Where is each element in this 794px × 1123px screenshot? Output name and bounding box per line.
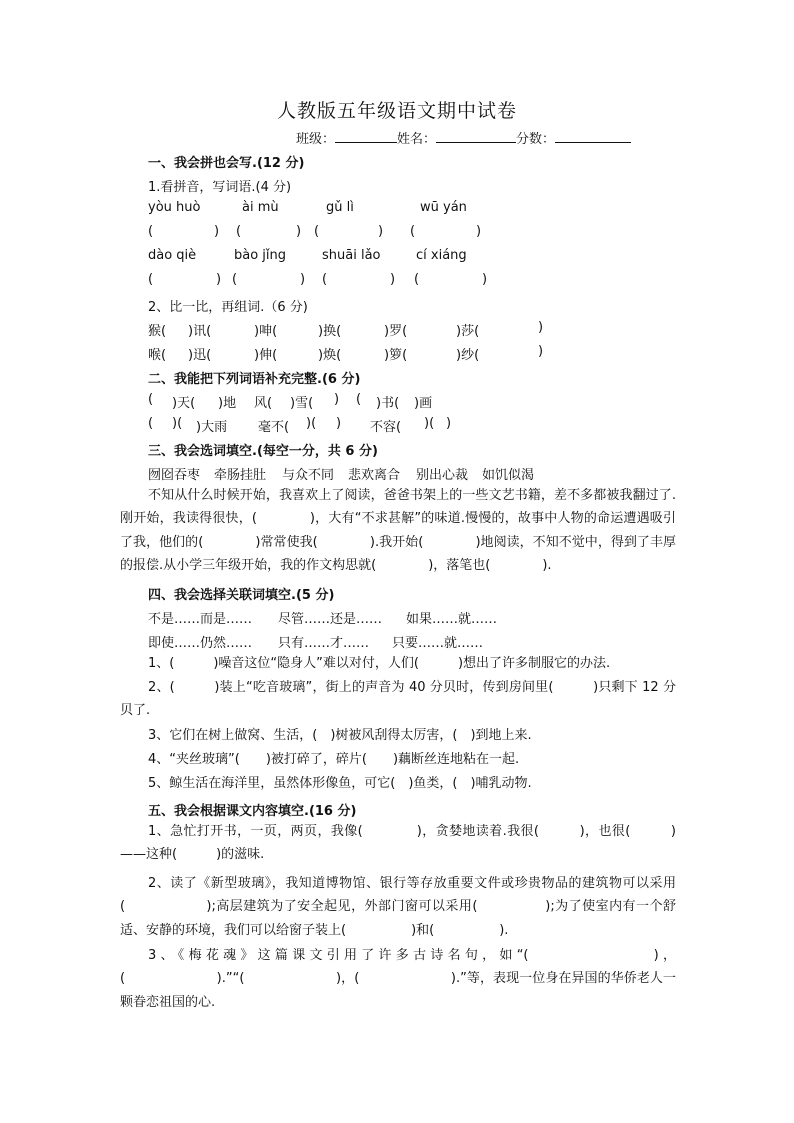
idiom-part: )(: [306, 416, 317, 431]
idiom-part: ): [336, 416, 342, 431]
conjunction-option: 如果……就……: [406, 612, 498, 627]
pinyin-item: gǔ lì: [326, 200, 354, 215]
score-label: 分数：: [516, 132, 556, 147]
word-option: 别出心裁: [416, 468, 469, 483]
s4-question-4: 4、“夹丝玻璃”( )被打碎了，碎片( )藕断丝连地粘在一起.: [148, 752, 520, 767]
word-option: 悲欢离合: [348, 468, 401, 483]
s5-question-2: 2、读了《新型玻璃》，我知道博物馆、银行等存放重要文件或珍贵物品的建筑物可以采用( );高层建筑为了安全起见，外部门窗可以采用( );为了使室内有一个舒适、安静的环境，我们可以给窗子装上( )和( ).: [120, 876, 676, 938]
idiom-part: ): [446, 416, 452, 431]
conjunction-option: 只要……就……: [392, 636, 484, 651]
pinyin-row-2: [0, 248, 794, 268]
bracket-open: (: [232, 272, 238, 287]
section-1-heading-line: [0, 152, 794, 172]
word-option: 如饥似渴: [482, 468, 535, 483]
name-label: 姓名：: [397, 132, 437, 147]
compare-item: )焕(: [318, 348, 342, 363]
section-1-heading: 一、我会拼也会写.(12 分): [148, 156, 305, 171]
pinyin-blank-row-1: [0, 224, 794, 244]
word-option: 牵肠挂肚: [214, 468, 267, 483]
idiom-part: )地: [218, 396, 237, 411]
idiom-part: )(: [424, 416, 435, 431]
bracket-close: ): [482, 272, 488, 287]
pinyin-blank-row-2: [0, 272, 794, 292]
pinyin-item: dào qiè: [148, 248, 197, 263]
bracket-close: ): [390, 272, 396, 287]
bracket-close: ): [476, 224, 482, 239]
s1-q1-text: 1.看拼音，写词语.(4 分): [148, 180, 292, 195]
conjunction-option: 不是……而是……: [148, 612, 253, 627]
section-4-heading-line: [0, 584, 794, 604]
idiom-part: )大雨: [196, 420, 228, 435]
s4-question-3: 3、它们在树上做窝、生活，( )树被风刮得太厉害，( )到地上来.: [148, 728, 532, 743]
compare-item: ): [538, 344, 544, 359]
conjunction-option: 即使……仍然……: [148, 636, 253, 651]
bracket-close: ): [300, 272, 306, 287]
pinyin-item: bào jǐng: [234, 248, 287, 263]
pinyin-item: shuāi lǎo: [322, 248, 381, 263]
idiom-part: 不容(: [370, 420, 402, 435]
class-blank[interactable]: [335, 130, 397, 143]
compare-item: 喉(: [148, 348, 167, 363]
bracket-open: (: [414, 272, 420, 287]
compare-item: )伸(: [254, 348, 278, 363]
s3-passage: 不知从什么时候开始，我喜欢上了阅读，爸爸书架上的一些文艺书籍，差不多都被我翻过了.刚开始，我读得很快，( )，大有“不求甚解”的味道.慢慢的，故事中人物的命运遭遇吸引了我，他们的( )常常使我( ).我开始( )地阅读，不知不觉中，得到了丰厚的报偿.从小学三年级开始，我的作文构思就( )，落笔也( ).: [120, 488, 676, 574]
compare-row-2: [0, 344, 794, 364]
exam-title: 人教版五年级语文期中试卷: [276, 100, 517, 122]
bracket-open: (: [322, 272, 328, 287]
compare-item: )莎(: [456, 324, 480, 339]
compare-item: )迅(: [188, 348, 212, 363]
bracket-close: ): [216, 272, 222, 287]
score-blank[interactable]: [555, 130, 631, 143]
class-label: 班级：: [296, 132, 336, 147]
idiom-part: 风(: [254, 396, 273, 411]
idiom-row-2: [0, 416, 794, 436]
bracket-close: ): [214, 224, 220, 239]
bracket-open: (: [410, 224, 416, 239]
student-info-line: [296, 128, 631, 147]
s4-question-1: 1、( )噪音这位“隐身人”难以对付，人们( )想出了许多制服它的办法.: [148, 656, 611, 671]
s1-q2-line: [0, 296, 794, 316]
idiom-part: (: [356, 392, 362, 407]
idiom-part: )天(: [172, 396, 196, 411]
pinyin-item: wū yán: [420, 200, 467, 215]
bracket-close: ): [378, 224, 384, 239]
idiom-part: )(: [172, 416, 183, 431]
section-3-heading: 三、我会选词填空.(每空一分，共 6 分): [148, 444, 378, 459]
s1-q2-text: 2、比一比，再组词.（6 分): [148, 300, 308, 315]
pinyin-row-1: [0, 200, 794, 220]
section-5-heading: 五、我会根据课文内容填空.(16 分): [148, 804, 357, 819]
idiom-part: (: [148, 392, 154, 407]
word-option: 与众不同: [282, 468, 335, 483]
section-3-heading-line: [0, 440, 794, 460]
compare-item: 猴(: [148, 324, 167, 339]
s5-question-3: 3、《梅花魂》这篇课文引用了许多古诗名句，如“( )，( ).”“( )，( ).”等，表现一位身在异国的华侨老人一颗眷恋祖国的心.: [120, 948, 676, 1010]
s1-q1-line: [0, 176, 794, 196]
compare-row-1: [0, 320, 794, 340]
pinyin-item: ài mù: [242, 200, 279, 215]
compare-item: ): [538, 320, 544, 335]
bracket-open: (: [148, 272, 154, 287]
idiom-part: ): [334, 392, 340, 407]
compare-item: )箩(: [384, 348, 408, 363]
word-options-row: [0, 464, 794, 484]
bracket-open: (: [148, 224, 154, 239]
word-option: 囫囵吞枣: [148, 468, 201, 483]
conjunction-option: 只有……才……: [278, 636, 370, 651]
s4-question-2: 2、( )装上“吃音玻璃”，街上的声音为 40 分贝时，传到房间里( )只剩下 12 分贝了.: [120, 680, 676, 719]
compare-item: )讯(: [188, 324, 212, 339]
compare-item: )换(: [318, 324, 342, 339]
conjunction-option: 尽管……还是……: [278, 612, 383, 627]
idiom-part: )书(: [376, 396, 400, 411]
section-5-heading-line: [0, 800, 794, 820]
idiom-part: 毫不(: [258, 420, 290, 435]
idiom-part: (: [148, 416, 154, 431]
section-2-heading: 二、我能把下列词语补充完整.(6 分): [148, 372, 361, 387]
conjunction-row-1: [0, 608, 794, 628]
compare-item: )呻(: [254, 324, 278, 339]
section-2-heading-line: [0, 368, 794, 388]
compare-item: )罗(: [384, 324, 408, 339]
conjunction-row-2: [0, 632, 794, 652]
pinyin-item: yòu huò: [148, 200, 201, 215]
bracket-close: ): [296, 224, 302, 239]
pinyin-item: cí xiáng: [416, 248, 467, 263]
section-4-heading: 四、我会选择关联词填空.(5 分): [148, 588, 335, 603]
idiom-row-1: [0, 392, 794, 412]
idiom-part: )画: [414, 396, 433, 411]
bracket-open: (: [236, 224, 242, 239]
idiom-part: )雪(: [290, 396, 314, 411]
name-blank[interactable]: [436, 130, 516, 143]
s4-question-5: 5、鲸生活在海洋里，虽然体形像鱼，可它( )鱼类，( )哺乳动物.: [148, 776, 532, 791]
bracket-open: (: [314, 224, 320, 239]
s5-question-1: 1、急忙打开书，一页，两页，我像( )，贪婪地读着.我很( )，也很( )——这种( )的滋味.: [120, 824, 676, 863]
compare-item: )纱(: [456, 348, 480, 363]
